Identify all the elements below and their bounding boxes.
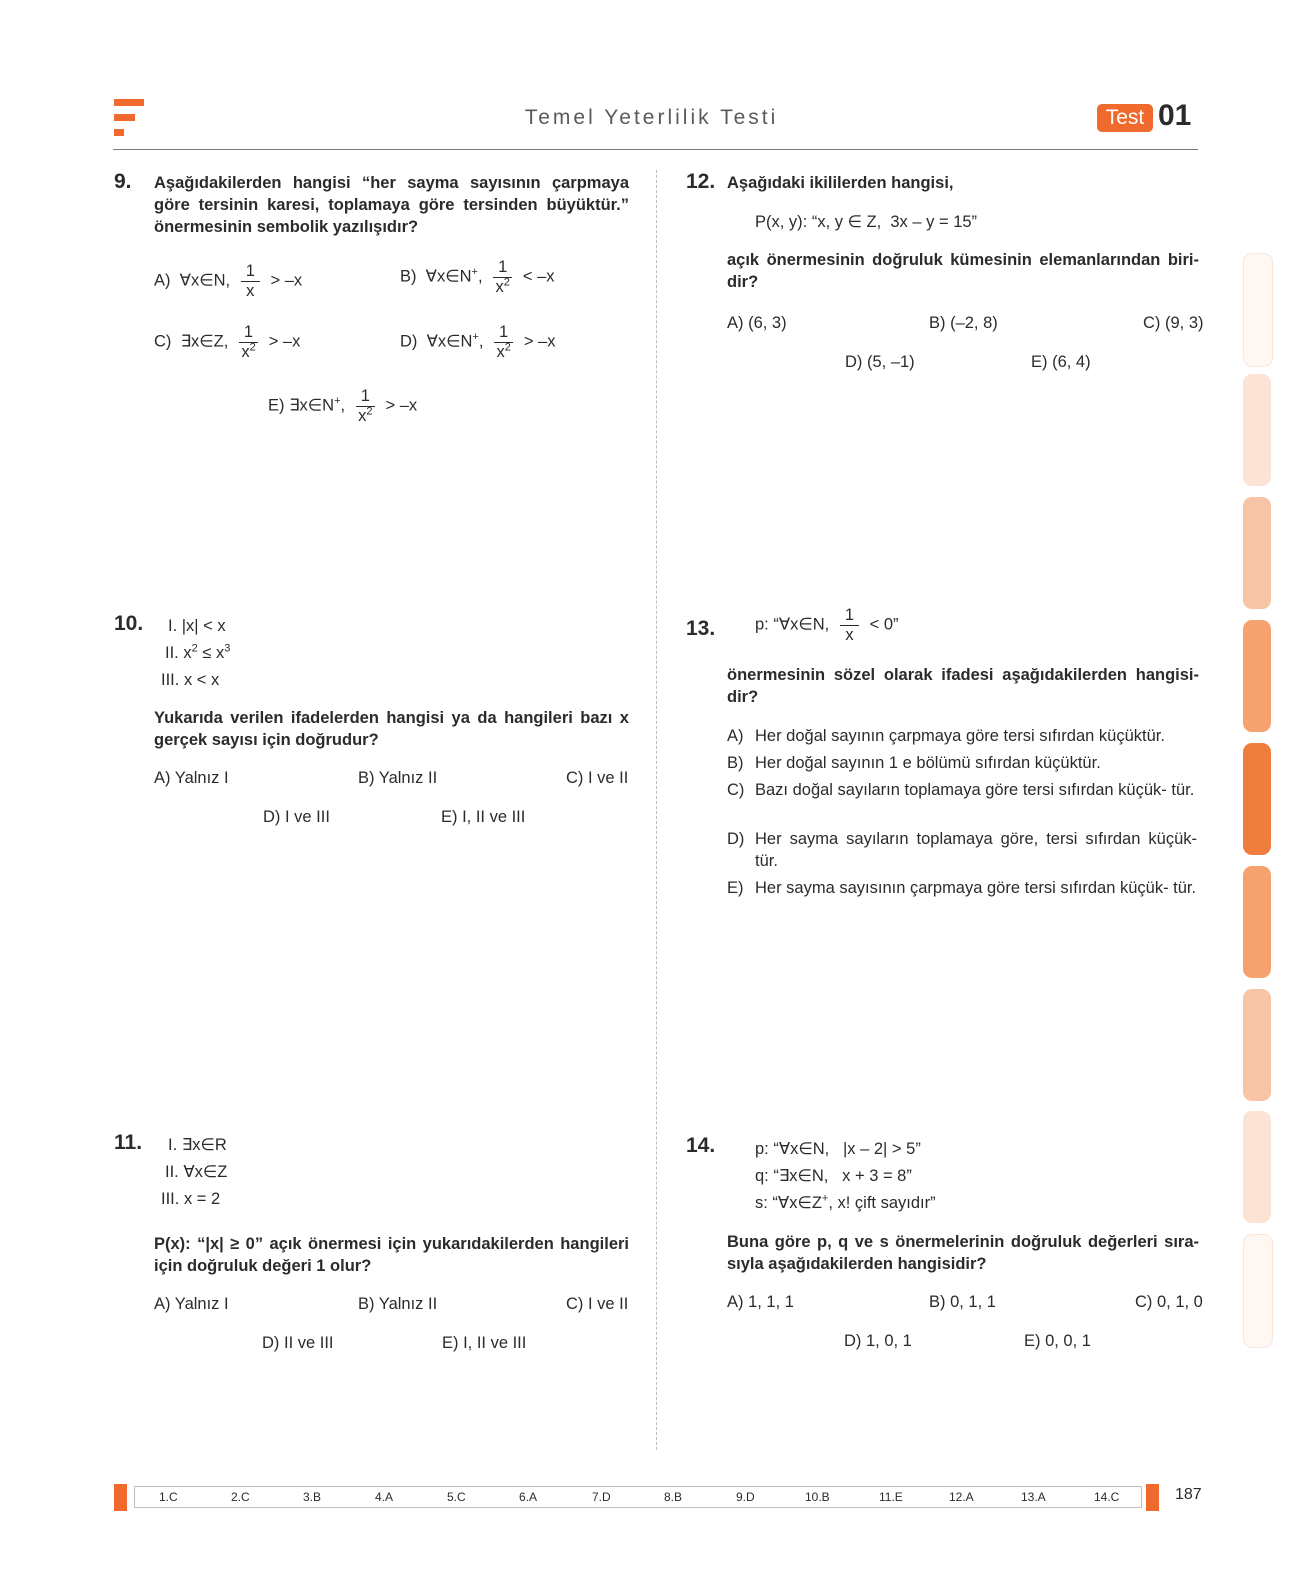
- question-14-option-e[interactable]: E) 0, 0, 1: [1024, 1332, 1091, 1350]
- question-12-option-e[interactable]: E) (6, 4): [1031, 353, 1091, 371]
- answer-key-item: 8.B: [664, 1490, 683, 1504]
- question-12-number: 12.: [686, 170, 716, 193]
- question-9-option-a[interactable]: A) ∀x∈N, $\frac{1}{x}$ > –x: [154, 262, 303, 300]
- section-tab: [1243, 866, 1271, 978]
- footer-marker-right: [1146, 1484, 1159, 1511]
- question-9-option-e[interactable]: E) ∃x∈N+, $\frac{1}{x^2}$ > –x: [268, 387, 418, 425]
- question-10-option-c[interactable]: C) I ve II: [566, 769, 629, 787]
- section-tab: [1243, 374, 1271, 486]
- question-12-formula: P(x, y): “x, y ∈ Z, 3x – y = 15”: [755, 213, 978, 231]
- answer-key-item: 12.A: [949, 1490, 974, 1504]
- question-9-number: 9.: [114, 170, 132, 193]
- question-11-item-ii: II. ∀x∈Z: [165, 1163, 228, 1181]
- section-tab: [1243, 497, 1271, 609]
- question-11-number: 11.: [114, 1131, 143, 1154]
- question-12-stem-intro: Aşağıdaki ikililerden hangisi,: [727, 174, 954, 192]
- question-11-item-iii: III. x = 2: [161, 1190, 221, 1208]
- question-10-item-i: I. |x| < x: [168, 617, 226, 635]
- question-12-stem: açık önermesinin doğruluk kümesinin elemanlarından biri- dir?: [727, 251, 1199, 291]
- answer-key-item: 11.E: [879, 1490, 903, 1504]
- section-tab: [1243, 1234, 1273, 1348]
- question-11-option-b[interactable]: B) Yalnız II: [358, 1295, 438, 1313]
- section-tab-active: [1243, 743, 1271, 855]
- question-14-proposition-q: q: “∃x∈N, x + 3 = 8”: [755, 1167, 912, 1185]
- question-13-option-a[interactable]: A) Her doğal sayının çarpmaya göre tersi sıfırdan küçüktür.: [727, 727, 1165, 745]
- section-tab: [1243, 989, 1271, 1101]
- question-14-option-d[interactable]: D) 1, 0, 1: [844, 1332, 912, 1350]
- question-14-option-b[interactable]: B) 0, 1, 1: [929, 1293, 996, 1311]
- question-11-option-c[interactable]: C) I ve II: [566, 1295, 629, 1313]
- question-13-option-d[interactable]: D) Her sayma sayıların toplamaya göre, tersi sıfırdan küçük- tür.: [727, 830, 1197, 870]
- question-13-formula: p: “∀x∈N, $\frac{1}{x}$ < 0”: [755, 606, 899, 644]
- question-14-stem: Buna göre p, q ve s önermelerinin doğruluk değerleri sıra- sıyla aşağıdakilerden hangisidir?: [727, 1233, 1199, 1273]
- question-12-option-d[interactable]: D) (5, –1): [845, 353, 915, 371]
- question-14-option-a[interactable]: A) 1, 1, 1: [727, 1293, 794, 1311]
- question-13-option-e[interactable]: E) Her sayma sayısının çarpmaya göre tersi sıfırdan küçük- tür.: [727, 879, 1197, 897]
- answer-key-item: 5.C: [447, 1490, 466, 1504]
- footer-marker-left: [114, 1484, 127, 1511]
- question-9-option-b[interactable]: B) ∀x∈N+, $\frac{1}{x^2}$ < –x: [400, 258, 555, 296]
- page-title: Temel Yeterlilik Testi: [524, 106, 779, 129]
- answer-key-item: 10.B: [805, 1490, 830, 1504]
- question-13-option-b[interactable]: B) Her doğal sayının 1 e bölümü sıfırdan küçüktür.: [727, 754, 1101, 772]
- question-10-option-a[interactable]: A) Yalnız I: [154, 769, 229, 787]
- question-14-proposition-p: p: “∀x∈N, |x – 2| > 5”: [755, 1140, 921, 1158]
- question-10-option-b[interactable]: B) Yalnız II: [358, 769, 438, 787]
- question-14-number: 14.: [686, 1134, 716, 1157]
- answer-key-item: 13.A: [1021, 1490, 1046, 1504]
- answer-key-item: 6.A: [519, 1490, 538, 1504]
- section-tab: [1243, 620, 1271, 732]
- question-11-item-i: I. ∃x∈R: [168, 1136, 227, 1154]
- question-13-stem: önermesinin sözel olarak ifadesi aşağıdakilerden hangisi- dir?: [727, 666, 1199, 706]
- question-14-proposition-s: s: “∀x∈Z+, x! çift sayıdır”: [755, 1192, 936, 1212]
- question-9-stem: Aşağıdakilerden hangisi “her sayma sayısının çarpmaya göre tersinin karesi, toplamaya göre tersinden büyüktür.” önermesinin sembolik yazılışıdır?: [154, 174, 629, 236]
- answer-key-item: 3.B: [303, 1490, 322, 1504]
- section-tab: [1243, 1111, 1271, 1223]
- section-tab: [1243, 253, 1273, 367]
- test-number: 01: [1158, 99, 1192, 132]
- question-12-option-a[interactable]: A) (6, 3): [727, 314, 787, 332]
- question-14-option-c[interactable]: C) 0, 1, 0: [1135, 1293, 1203, 1311]
- question-11-option-a[interactable]: A) Yalnız I: [154, 1295, 229, 1313]
- page-number: 187: [1175, 1486, 1202, 1503]
- test-badge: Test: [1097, 104, 1153, 132]
- question-10-item-ii: II. $x^2 \le x^3$: [165, 642, 231, 662]
- question-10-option-d[interactable]: D) I ve III: [263, 808, 330, 826]
- question-13-number: 13.: [686, 617, 716, 640]
- answer-key-item: 2.C: [231, 1490, 250, 1504]
- question-10-option-e[interactable]: E) I, II ve III: [441, 808, 526, 826]
- question-12-option-b[interactable]: B) (–2, 8): [929, 314, 998, 332]
- column-divider: [656, 170, 657, 1450]
- answer-key-item: 7.D: [592, 1490, 611, 1504]
- question-10-number: 10.: [114, 612, 144, 635]
- question-11-option-e[interactable]: E) I, II ve III: [442, 1334, 527, 1352]
- question-13-option-c[interactable]: C) Bazı doğal sayıların toplamaya göre tersi sıfırdan küçük- tür.: [727, 781, 1195, 799]
- answer-key-item: 4.A: [375, 1490, 394, 1504]
- question-10-stem: Yukarıda verilen ifadelerden hangisi ya da hangileri bazı x gerçek sayısı için doğrudur?: [154, 709, 629, 749]
- answer-key: [134, 1486, 1142, 1508]
- question-9-option-d[interactable]: D) ∀x∈N+, $\frac{1}{x^2}$ > –x: [400, 323, 556, 361]
- question-12-option-c[interactable]: C) (9, 3): [1143, 314, 1204, 332]
- question-9-option-c[interactable]: C) ∃x∈Z, $\frac{1}{x^2}$ > –x: [154, 323, 301, 361]
- question-11-stem: P(x): “|x| ≥ 0” açık önermesi için yukarıdakilerden hangileri için doğruluk değeri 1 olur?: [154, 1235, 629, 1275]
- answer-key-item: 14.C: [1094, 1490, 1120, 1504]
- question-10-item-iii: III. x < x: [161, 671, 220, 689]
- answer-key-item: 9.D: [736, 1490, 755, 1504]
- answer-key-item: 1.C: [159, 1490, 178, 1504]
- question-11-option-d[interactable]: D) II ve III: [262, 1334, 334, 1352]
- header-divider: [113, 149, 1198, 150]
